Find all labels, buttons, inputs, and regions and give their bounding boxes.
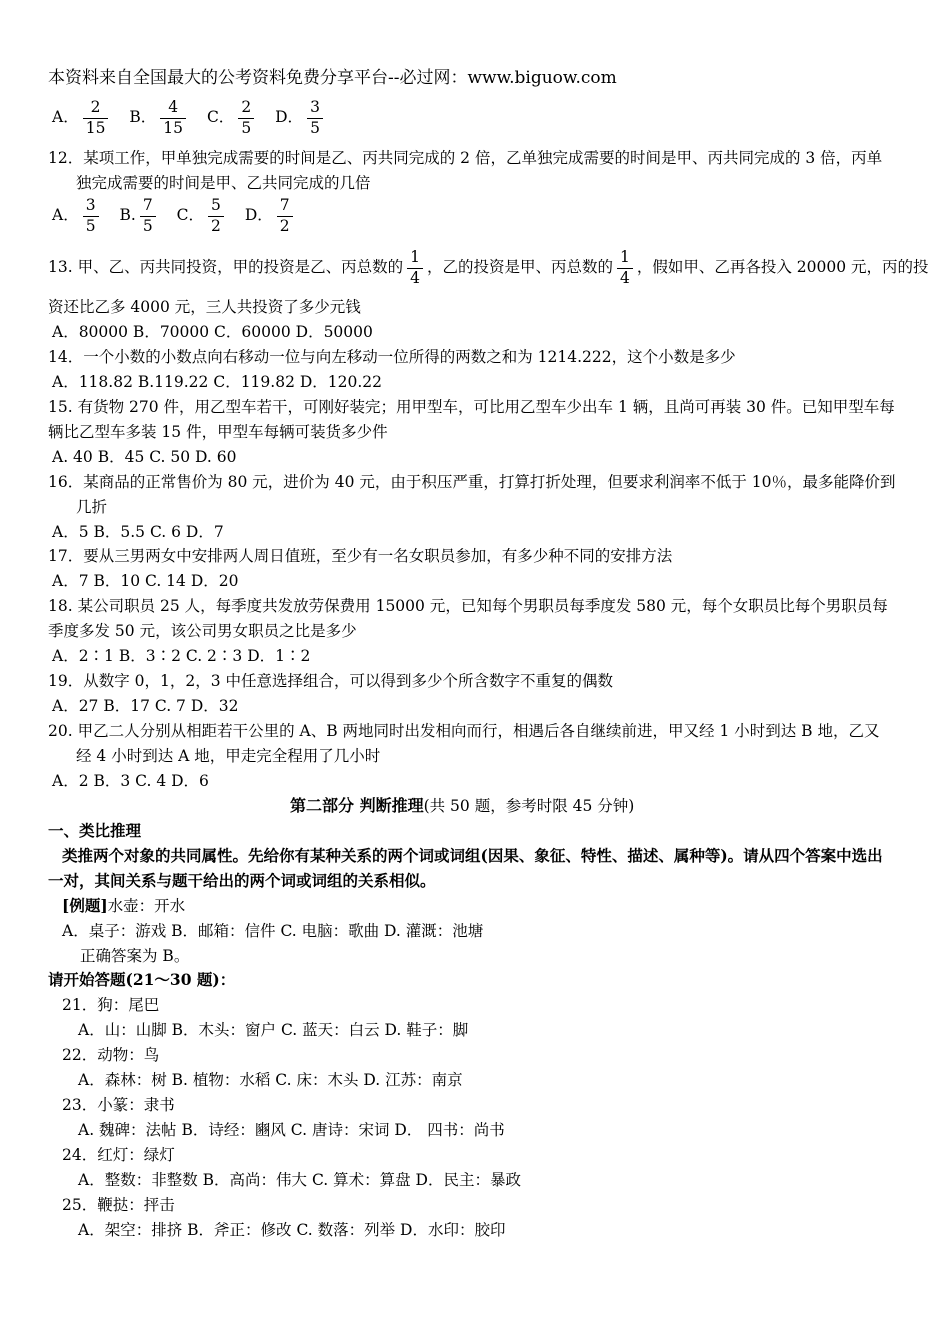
q24-stem: 24．红灯：绿灯: [62, 1146, 175, 1164]
q19-stem: 19．从数字 0，1，2，3 中任意选择组合，可以得到多少个所含数字不重复的偶数: [48, 672, 614, 690]
q11-options: [52, 100, 339, 136]
q13-stem-line2: 资还比乙多 4000 元，三人共投资了多少元钱: [48, 298, 361, 316]
q11-option-a: A． $\frac{2}{15}$: [52, 108, 112, 126]
section1-title: 一、类比推理: [48, 821, 142, 840]
q24-options: A．整数：非整数 B．高尚：伟大 C. 算术：算盘 D．民主：暴政: [78, 1171, 521, 1189]
q14-stem: 14．一个小数的小数点向右移动一位与向左移动一位所得的两数之和为 1214.222，这个小数是多少: [48, 348, 736, 366]
q20-stem-line2: 经 4 小时到达 A 地，甲走完全程用了几小时: [76, 747, 381, 765]
q22-options: A．森林：树 B. 植物：水稻 C. 床：木头 D. 江苏：南京: [78, 1071, 463, 1089]
example-answer: 正确答案为 B。: [80, 947, 190, 965]
q12-options: [52, 198, 309, 234]
q20-stem-line1: 20. 甲乙二人分别从相距若干公里的 A、B 两地同时出发相向而行，相遇后各自继续前进，甲又经 1 小时到达 B 地，乙又: [48, 722, 880, 740]
q22-stem: 22．动物：鸟: [62, 1046, 160, 1064]
q13-options: A．80000 B．70000 C．60000 D．50000: [52, 323, 373, 341]
q13-stem-line1: 13. 甲、乙、丙共同投资，甲的投资是乙、丙总数的 $\frac{1}{4}$ ，乙的投资是甲、丙总数的 $\frac{1}{4}$ ，假如甲、乙再各投入 20000 元，丙的投: [48, 248, 929, 287]
q11-option-c: C． $\frac{2}{5}$: [207, 108, 258, 126]
q16-stem-line2: 几折: [76, 498, 108, 516]
q25-stem: 25．鞭挞：抨击: [62, 1196, 175, 1214]
part2-title: 第二部分 判断推理(共 50 题，参考时限 45 分钟): [290, 796, 635, 815]
q21-stem: 21．狗：尾巴: [62, 996, 160, 1014]
q16-stem-line1: 16．某商品的正常售价为 80 元，进价为 40 元，由于积压严重，打算打折处理，但要求利润率不低于 10％，最多能降价到: [48, 473, 896, 491]
q12-option-d: D． $\frac{7}{2}$: [245, 206, 297, 224]
q12-option-b: B. $\frac{7}{5}$: [120, 206, 160, 224]
page-header: 本资料来自全国最大的公考资料免费分享平台--必过网：www.biguow.com: [48, 68, 617, 88]
q23-options: A. 魏碑：法帖 B．诗经：豳风 C. 唐诗：宋词 D． 四书：尚书: [78, 1121, 505, 1139]
section1-intro-line2: 一对，其间关系与题干给出的两个词或词组的关系相似。: [48, 871, 436, 890]
q17-options: A．7 B．10 C. 14 D．20: [52, 572, 239, 590]
q12-option-a: A． $\frac{3}{5}$: [52, 206, 103, 224]
example-options: A．桌子：游戏 B．邮箱：信件 C. 电脑：歌曲 D. 灌溉：池塘: [62, 922, 484, 940]
q15-stem-line2: 辆比乙型车多装 15 件，甲型车每辆可装货多少件: [48, 423, 388, 441]
q18-stem-line1: 18. 某公司职员 25 人，每季度共发放劳保费用 15000 元，已知每个男职员每季度发 580 元，每个女职员比每个男职员每: [48, 597, 888, 615]
q21-options: A．山：山脚 B．木头：窗户 C. 蓝天：白云 D. 鞋子：脚: [78, 1021, 469, 1039]
q15-options: A. 40 B．45 C. 50 D. 60: [52, 448, 237, 466]
q11-option-b: B． $\frac{4}{15}$: [129, 108, 190, 126]
q18-stem-line2: 季度多发 50 元，该公司男女职员之比是多少: [48, 622, 357, 640]
q11-option-d: D． $\frac{3}{5}$: [275, 108, 327, 126]
q20-options: A．2 B．3 C. 4 D．6: [52, 772, 209, 790]
start-instruction: 请开始答题(21～30 题)：: [48, 970, 236, 989]
q15-stem-line1: 15. 有货物 270 件，用乙型车若干，可刚好装完；用甲型车，可比用乙型车少出车 1 辆，且尚可再装 30 件。已知甲型车每: [48, 398, 895, 416]
q12-stem-line1: 12．某项工作，甲单独完成需要的时间是乙、丙共同完成的 2 倍，乙单独完成需要的时间是甲、丙共同完成的 3 倍，丙单: [48, 149, 883, 167]
q18-options: A．2∶1 B．3∶2 C. 2∶3 D．1∶2: [52, 647, 311, 665]
example-stem: [例题]水壶：开水: [62, 896, 186, 915]
q12-stem-line2: 独完成需要的时间是甲、乙共同完成的几倍: [76, 174, 371, 192]
q25-options: A．架空：排挤 B．斧正：修改 C. 数落：列举 D．水印：胶印: [78, 1221, 506, 1239]
q14-options: A．118.82 B.119.22 C．119.82 D．120.22: [52, 373, 383, 391]
q16-options: A．5 B．5.5 C. 6 D．7: [52, 523, 224, 541]
q23-stem: 23．小篆：隶书: [62, 1096, 175, 1114]
q12-option-c: C． $\frac{5}{2}$: [177, 206, 228, 224]
q17-stem: 17．要从三男两女中安排两人周日值班，至少有一名女职员参加，有多少种不同的安排方法: [48, 547, 673, 565]
section1-intro-line1: 类推两个对象的共同属性。先给你有某种关系的两个词或词组(因果、象征、特性、描述、属种等)。请从四个答案中选出: [62, 846, 883, 865]
q19-options: A．27 B．17 C. 7 D．32: [52, 697, 239, 715]
